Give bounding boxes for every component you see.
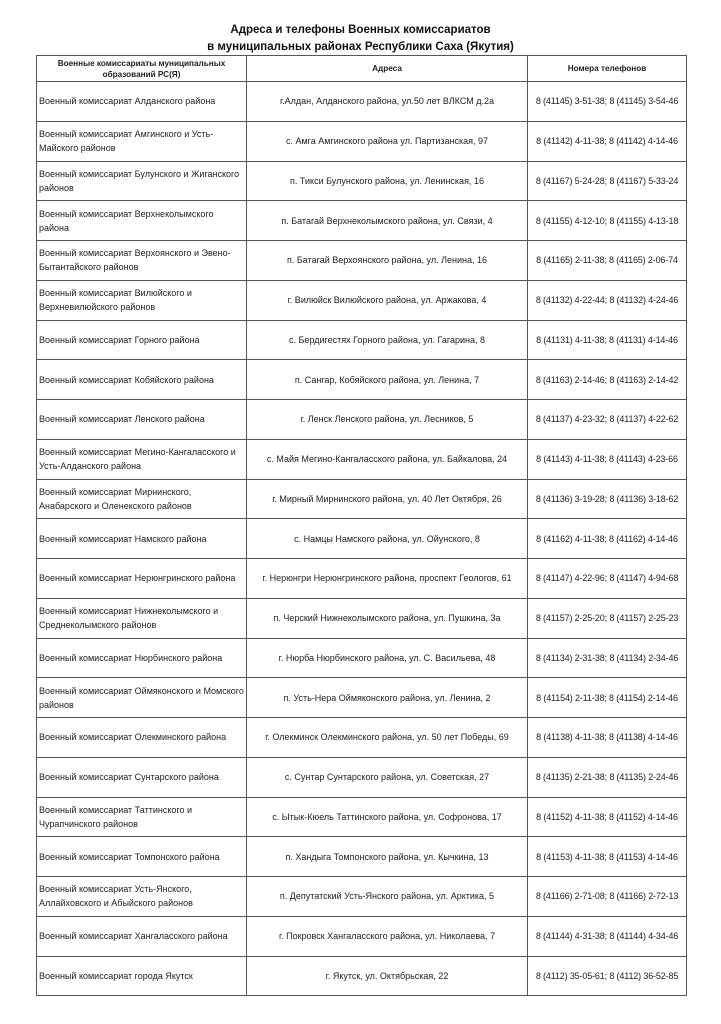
phone-numbers-cell: 8 (41155) 4-12-10; 8 (41155) 4-13-18 — [528, 201, 687, 241]
commissariat-name-cell: Военный комиссариат Оймяконского и Момского районов — [37, 678, 247, 718]
phone-numbers-cell: 8 (41147) 4-22-96; 8 (41147) 4-94-68 — [528, 559, 687, 599]
phone-numbers-cell: 8 (41152) 4-11-38; 8 (41152) 4-14-46 — [528, 797, 687, 837]
phone-numbers-cell: 8 (41157) 2-25-20; 8 (41157) 2-25-23 — [528, 598, 687, 638]
commissariat-name-cell: Военный комиссариат Булунского и Жиганского районов — [37, 161, 247, 201]
table-row — [37, 877, 687, 917]
header-commissariat: Военные комиссариаты муниципальных образований РС(Я) — [37, 56, 247, 82]
commissariat-name-cell: Военный комиссариат Усть-Янского, Аллайховского и Абыйского районов — [37, 877, 247, 917]
address-cell: с. Майя Мегино-Кангаласского района, ул. Байкалова, 24 — [247, 439, 528, 479]
address-cell: г. Олекминск Олекминского района, ул. 50 лет Победы, 69 — [247, 718, 528, 758]
table-row — [37, 519, 687, 559]
table-body — [37, 82, 687, 996]
table-row — [37, 797, 687, 837]
document-title — [0, 22, 721, 56]
commissariat-name-cell: Военный комиссариат Мегино-Кангаласского и Усть-Алданского района — [37, 439, 247, 479]
header-address: Адреса — [247, 56, 528, 82]
phone-numbers-cell: 8 (41144) 4-31-38; 8 (41144) 4-34-46 — [528, 916, 687, 956]
address-cell: с. Ытык-Кюель Таттинского района, ул. Софронова, 17 — [247, 797, 528, 837]
address-cell: г. Нюрба Нюрбинского района, ул. С. Васильева, 48 — [247, 638, 528, 678]
address-cell: п. Сангар, Кобяйского района, ул. Ленина, 7 — [247, 360, 528, 400]
phone-numbers-cell: 8 (41162) 4-11-38; 8 (41162) 4-14-46 — [528, 519, 687, 559]
address-cell: г. Покровск Хангаласского района, ул. Николаева, 7 — [247, 916, 528, 956]
commissariat-name-cell: Военный комиссариат Намского района — [37, 519, 247, 559]
table-row — [37, 479, 687, 519]
address-cell: с. Намцы Намского района, ул. Ойунского, 8 — [247, 519, 528, 559]
address-cell: п. Хандыга Томпонского района, ул. Кычкина, 13 — [247, 837, 528, 877]
table-row — [37, 201, 687, 241]
phone-numbers-cell: 8 (41137) 4-23-32; 8 (41137) 4-22-62 — [528, 400, 687, 440]
phone-numbers-cell: 8 (41163) 2-14-46; 8 (41163) 2-14-42 — [528, 360, 687, 400]
address-cell: с. Бердигестях Горного района, ул. Гагарина, 8 — [247, 320, 528, 360]
table-header-row — [37, 56, 687, 82]
commissariat-name-cell: Военный комиссариат города Якутск — [37, 956, 247, 996]
table-row — [37, 638, 687, 678]
phone-numbers-cell: 8 (41135) 2-21-38; 8 (41135) 2-24-46 — [528, 757, 687, 797]
commissariat-name-cell: Военный комиссариат Кобяйского района — [37, 360, 247, 400]
phone-numbers-cell: 8 (41134) 2-31-38; 8 (41134) 2-34-46 — [528, 638, 687, 678]
commissariat-name-cell: Военный комиссариат Горного района — [37, 320, 247, 360]
table-row — [37, 241, 687, 281]
table-row — [37, 360, 687, 400]
table-row — [37, 559, 687, 599]
address-cell: п. Батагай Верхнеколымского района, ул. Связи, 4 — [247, 201, 528, 241]
phone-numbers-cell: 8 (41136) 3-19-28; 8 (41136) 3-18-62 — [528, 479, 687, 519]
table-row — [37, 439, 687, 479]
phone-numbers-cell: 8 (41143) 4-11-38; 8 (41143) 4-23-66 — [528, 439, 687, 479]
table-row — [37, 718, 687, 758]
address-cell: г. Мирный Мирнинского района, ул. 40 Лет Октября, 26 — [247, 479, 528, 519]
commissariat-name-cell: Военный комиссариат Амгинского и Усть-Майского районов — [37, 121, 247, 161]
commissariat-name-cell: Военный комиссариат Верхоянского и Эвено-Бытантайского районов — [37, 241, 247, 281]
commissariat-name-cell: Военный комиссариат Нюрбинского района — [37, 638, 247, 678]
table-row — [37, 400, 687, 440]
title-line-2: в муниципальных районах Республики Саха (Якутия) — [207, 41, 514, 53]
address-cell: п. Черский Нижнеколымского района, ул. Пушкина, 3а — [247, 598, 528, 638]
address-cell: п. Тикси Булунского района, ул. Ленинская, 16 — [247, 161, 528, 201]
commissariat-name-cell: Военный комиссариат Нерюнгринского района — [37, 559, 247, 599]
commissariat-name-cell: Военный комиссариат Верхнеколымского района — [37, 201, 247, 241]
address-cell: п. Усть-Нера Оймяконского района, ул. Ленина, 2 — [247, 678, 528, 718]
table-row — [37, 678, 687, 718]
table-row — [37, 121, 687, 161]
address-cell: г. Якутск, ул. Октябрьская, 22 — [247, 956, 528, 996]
commissariat-name-cell: Военный комиссариат Нижнеколымского и Среднеколымского районов — [37, 598, 247, 638]
phone-numbers-cell: 8 (4112) 35-05-61; 8 (4112) 36-52-85 — [528, 956, 687, 996]
phone-numbers-cell: 8 (41138) 4-11-38; 8 (41138) 4-14-46 — [528, 718, 687, 758]
phone-numbers-cell: 8 (41132) 4-22-44; 8 (41132) 4-24-46 — [528, 280, 687, 320]
address-cell: г. Нерюнгри Нерюнгринского района, проспект Геологов, 61 — [247, 559, 528, 599]
commissariat-name-cell: Военный комиссариат Томпонского района — [37, 837, 247, 877]
table-row — [37, 837, 687, 877]
commissariat-name-cell: Военный комиссариат Олекминского района — [37, 718, 247, 758]
header-phones: Номера телефонов — [528, 56, 687, 82]
commissariats-table — [36, 55, 687, 996]
table-row — [37, 320, 687, 360]
table-row — [37, 82, 687, 122]
phone-numbers-cell: 8 (41153) 4-11-38; 8 (41153) 4-14-46 — [528, 837, 687, 877]
table-row — [37, 916, 687, 956]
commissariat-name-cell: Военный комиссариат Таттинского и Чурапчинского районов — [37, 797, 247, 837]
commissariat-name-cell: Военный комиссариат Ленского района — [37, 400, 247, 440]
address-cell: г. Ленск Ленского района, ул. Лесников, 5 — [247, 400, 528, 440]
address-cell: с. Сунтар Сунтарского района, ул. Советская, 27 — [247, 757, 528, 797]
commissariat-name-cell: Военный комиссариат Хангаласского района — [37, 916, 247, 956]
table-row — [37, 956, 687, 996]
address-cell: п. Батагай Верхоянского района, ул. Ленина, 16 — [247, 241, 528, 281]
phone-numbers-cell: 8 (41167) 5-24-28; 8 (41167) 5-33-24 — [528, 161, 687, 201]
table-row — [37, 161, 687, 201]
phone-numbers-cell: 8 (41131) 4-11-38; 8 (41131) 4-14-46 — [528, 320, 687, 360]
phone-numbers-cell: 8 (41165) 2-11-38; 8 (41165) 2-06-74 — [528, 241, 687, 281]
table-row — [37, 598, 687, 638]
commissariat-name-cell: Военный комиссариат Алданского района — [37, 82, 247, 122]
table-row — [37, 757, 687, 797]
address-cell: п. Депутатский Усть-Янского района, ул. Арктика, 5 — [247, 877, 528, 917]
phone-numbers-cell: 8 (41145) 3-51-38; 8 (41145) 3-54-46 — [528, 82, 687, 122]
commissariat-name-cell: Военный комиссариат Мирнинского, Анабарского и Оленекского районов — [37, 479, 247, 519]
commissariat-name-cell: Военный комиссариат Сунтарского района — [37, 757, 247, 797]
table-row — [37, 280, 687, 320]
phone-numbers-cell: 8 (41142) 4-11-38; 8 (41142) 4-14-46 — [528, 121, 687, 161]
phone-numbers-cell: 8 (41154) 2-11-38; 8 (41154) 2-14-46 — [528, 678, 687, 718]
address-cell: с. Амга Амгинского района ул. Партизанская, 97 — [247, 121, 528, 161]
title-line-1: Адреса и телефоны Военных комиссариатов — [230, 24, 491, 36]
address-cell: г.Алдан, Алданского района, ул.50 лет ВЛКСМ д.2а — [247, 82, 528, 122]
phone-numbers-cell: 8 (41166) 2-71-08; 8 (41166) 2-72-13 — [528, 877, 687, 917]
address-cell: г. Вилюйск Вилюйского района, ул. Аржакова, 4 — [247, 280, 528, 320]
commissariat-name-cell: Военный комиссариат Вилюйского и Верхневилюйского районов — [37, 280, 247, 320]
